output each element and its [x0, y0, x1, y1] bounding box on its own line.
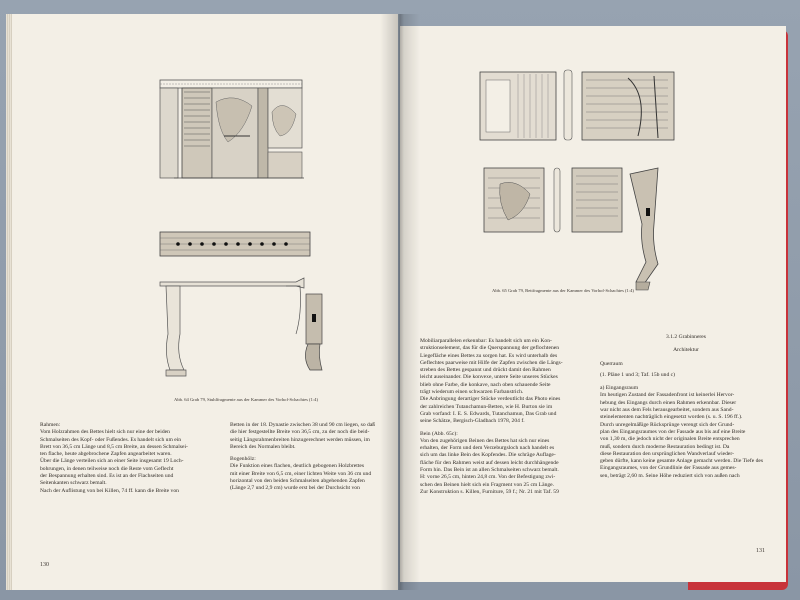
text-line: Liegefläche eines Bettes zu sorgen hat. Es wird unterhalb des: [420, 352, 558, 359]
text-line: Nach der Auflistung von bei Killen, 74 ff. kann die Breite von: [40, 487, 179, 494]
right-page: [400, 26, 786, 582]
heading-bogenholz: Bogenhölz:: [230, 456, 256, 463]
subsection-heading: Architektur: [673, 347, 699, 354]
heading-rahmen: Rahmen:: [40, 422, 61, 428]
text-line: war nicht aus dem Fels herausgearbeitet, sondern aus Sand-: [600, 407, 734, 414]
chair-back-drawing: [154, 72, 314, 212]
section-heading: 3.1.2 Grabinneres: [666, 334, 706, 340]
text-line: (Länge 2,7 und 2,9 cm) wurde erst bei der Durchsicht von: [230, 485, 360, 492]
book-spine-shadow: [380, 14, 420, 590]
left-page: [6, 14, 398, 590]
text-line: Bereich des Normalen bleibt.: [230, 443, 296, 450]
text-line: erhalten, der Form und dem Verzeburgsloch nach handelt es: [420, 445, 555, 452]
text-line: schen den Beinen hielt sich ein Fragment von 25 cm Länge.: [420, 481, 555, 488]
left-column-2: [230, 422, 390, 493]
text-line: blieb ohne Farbe, die konkave, nach oben schauende Seite: [420, 381, 551, 388]
text-line: trägt wiederum einen schwarzen Farbanstrich.: [420, 389, 524, 396]
bed-fragment-drawing-bottom: [480, 164, 690, 304]
text-line: seine Schätze, Bergisch-Gladbach 1978, 204 f.: [420, 418, 525, 425]
text-line: der zahlreichen Tutanchamun-Betten, wie H. Burton sie im: [420, 403, 553, 410]
text-line: von 1,30 m, die jedoch nicht der originalen Breite entsprechen: [600, 436, 740, 443]
entry-heading: a) Eingangsraum: [600, 385, 639, 392]
text-line: Geflechtes paarweise mit Hilfe der Zapfen zwischen die Längs-: [420, 359, 563, 366]
text-line: Im heutigen Zustand der Fassadenfront ist keinerlei Hervor-: [600, 392, 735, 399]
text-line: Eingangsraumes, von der Grundlinie der Fassade aus gemes-: [600, 465, 737, 472]
text-line: Die Anbringung derartiger Stücke verdeutlicht das Photo eines: [420, 396, 561, 403]
text-line: mit einer Breite von 6,5 cm, einer lichten Weite von 36 cm und: [230, 470, 372, 477]
chair-leg-drawing: [156, 274, 326, 384]
heading-bein: Bein (Abb. 65c):: [420, 430, 458, 437]
chair-rail-drawing: [158, 226, 318, 266]
left-figure-caption: Abb. 64 Grab 79, Stuhlfragmente aus der Kammer des Vorhof-Schachtes (1:4): [174, 397, 318, 402]
text-line: Von den zugehörigen Beinen des Bettes hat sich nur eines: [420, 437, 550, 444]
text-line: H: vorne 26,5 cm, hinten 24,8 cm. Von der Befestigung zwi-: [420, 474, 556, 481]
text-line: geben dürfte, kann keine gesamte Anlage gemacht werden. Die Tiefe des: [600, 458, 764, 465]
text-line: Vom Holzrahmen des Bettes hielt sich nur eine der beiden: [40, 429, 170, 436]
text-line: die hier festgestellte Breite von 36,5 cm, zu der noch die beid-: [230, 429, 370, 436]
text-line: steinelementen nachträglich eingesetzt worden (s. u. S. 196 ff.).: [600, 414, 743, 421]
text-line: Die Funktion eines flachen, deutlich gebogenen Holzbrettes: [230, 463, 365, 470]
text-line: sen, beträgt 2,60 m. Seine Höhe reduziert sich von außen nach: [600, 472, 740, 479]
text-line: Durch unregelmäßige Rücksprünge verengt sich der Grund-: [600, 421, 735, 428]
text-line: Betten in der 18. Dynastie zwischen 38 und 90 cm liegen, so daß: [230, 422, 376, 428]
text-line: seitig Längsrahmenbreiten hinzugerechnet werden müssen, im: [230, 436, 370, 443]
text-line: struktionselement, das für die Querspannung der geflochtenen: [420, 345, 560, 352]
text-line: fläche für den Rahmen weist auf dessen leicht durchhängende: [420, 459, 559, 466]
text-line: ten flache, heute abgebrochene Zapfen angearbeitet waren.: [40, 451, 172, 458]
text-line: Mobiliarparallelen erkennbar: Es handelt sich um ein Kon-: [420, 338, 552, 344]
text-line: streben des Bettes gespannt und drückt damit den Rahmen: [420, 367, 551, 374]
page-edges: [6, 14, 12, 590]
text-line: bohrungen, in denen teilweise noch die Reste vom Geflecht: [40, 465, 174, 472]
left-page-number: 130: [40, 562, 49, 568]
bed-fragment-drawing-top: [478, 66, 678, 146]
text-line: Schmalseiten des Kopf- oder Fußendes. Es handelt sich um ein: [40, 436, 182, 443]
right-page-number: 131: [756, 548, 765, 554]
text-line: Über die Länge verteilen sich an einer Seite insgesamt 19 Loch-: [40, 458, 184, 465]
text-line: sich um das linke Bein des Kopfendes. Die schräge Auflage-: [420, 452, 556, 459]
left-column-1: [40, 422, 210, 495]
text-line: Brett von 36,5 cm Länge und 8,5 cm Breite, an dessen Schmalsei-: [40, 443, 188, 450]
right-column-2: [600, 334, 772, 480]
text-line: Seitenkanten schwarz bemalt.: [40, 480, 107, 487]
text-line: Form hin. Das Bein ist an allen Schmalseiten schwarz bemalt.: [420, 467, 559, 474]
text-line: muß, sondern durch moderne Restauration bedingt ist. Da: [600, 443, 730, 450]
text-line: Zur Konstruktion s. Killen, Furniture, 59 f.; Nr. 21 mit Taf. 59: [420, 488, 559, 495]
plan-reference: (1. Pläne 1 und 3; Taf. 15b und c): [600, 371, 676, 378]
room-heading: Querraum: [600, 360, 623, 367]
text-line: hebung des Eingangs durch einen Rahmen erkennbar. Dieser: [600, 399, 737, 406]
text-line: horizontal von den beiden Schmalseiten abgehenden Zapfen: [230, 478, 365, 485]
right-figure-caption: Abb. 65 Grab 79, Bettfragmente aus der Kammer des Vorhof-Schachtes (1:4): [492, 288, 634, 293]
text-line: leicht auseinander. Die konvexe, untere Seite unseres Stückes: [420, 374, 558, 381]
right-column-1: [420, 338, 588, 496]
text-line: diese Restauration den ursprünglichen Wandverlauf wieder-: [600, 450, 735, 457]
text-line: plan des Eingangsraumes von der Fassade aus bis auf eine Breite: [600, 428, 746, 435]
text-line: Grab vorfand: I. E. S. Edwards, Tutanchamun, Das Grab und: [420, 410, 557, 417]
text-line: der Bespannung erhalten sind. Es ist an der Flachseiten und: [40, 473, 174, 480]
